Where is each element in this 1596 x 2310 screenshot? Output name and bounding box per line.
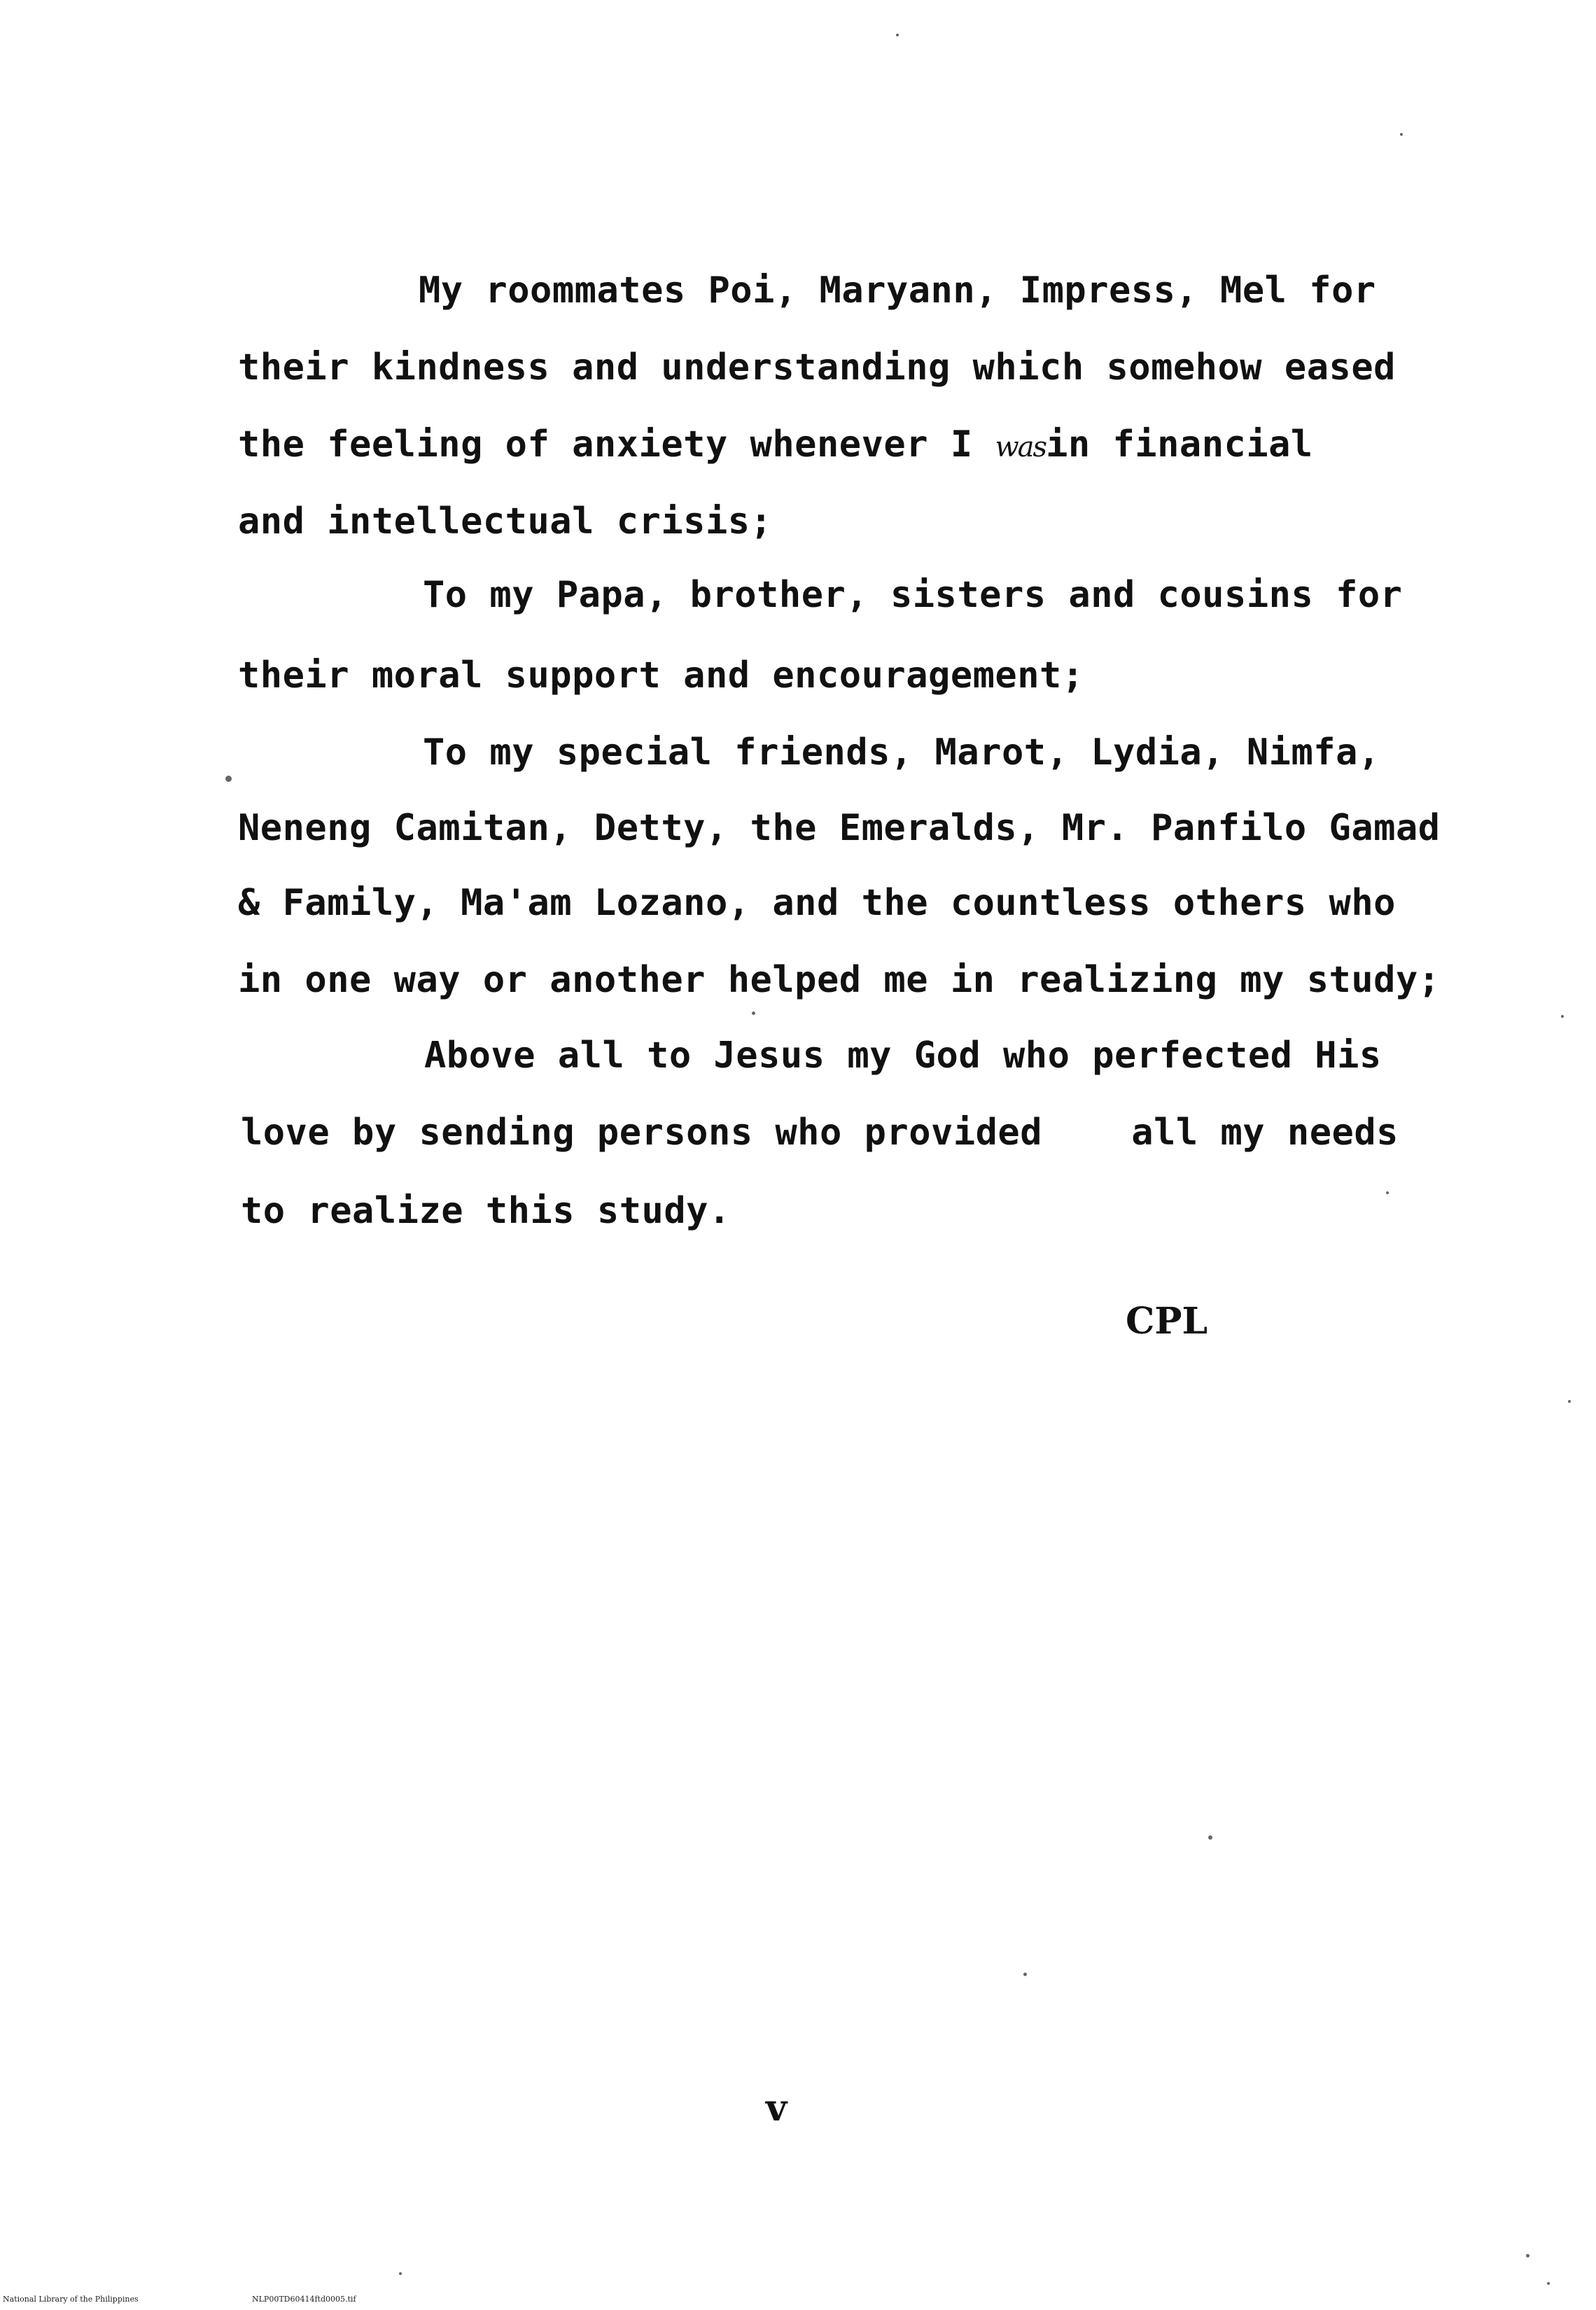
scan-speck bbox=[1561, 1015, 1564, 1018]
paragraph-3-line-2: Neneng Camitan, Detty, the Emeralds, Mr. Panfilo Gamad bbox=[238, 807, 1441, 849]
paragraph-1-line-3 bbox=[238, 424, 1313, 468]
scan-speck bbox=[1386, 1191, 1389, 1194]
scan-speck bbox=[1400, 133, 1403, 136]
library-caption: National Library of the Philippines bbox=[3, 2295, 139, 2304]
signature-initials: CPL bbox=[1126, 1300, 1208, 1343]
paragraph-1-line-2: their kindness and understanding which somehow eased bbox=[238, 346, 1396, 388]
scan-speck bbox=[752, 1011, 755, 1015]
page-number: v bbox=[766, 2087, 788, 2129]
paragraph-4-line-3: to realize this study. bbox=[241, 1190, 731, 1232]
paragraph-3-line-3: & Family, Ma'am Lozano, and the countless others who bbox=[238, 882, 1396, 924]
scan-speck bbox=[1526, 2254, 1530, 2258]
scan-speck bbox=[1208, 1835, 1212, 1840]
paragraph-2-line-1: To my Papa, brother, sisters and cousins for bbox=[423, 574, 1403, 616]
file-caption: NLP00TD60414ftd0005.tif bbox=[252, 2295, 356, 2304]
paragraph-1-line-1: My roommates Poi, Maryann, Impress, Mel for bbox=[419, 270, 1376, 312]
paragraph-3-line-1: To my special friends, Marot, Lydia, Nimfa, bbox=[423, 732, 1380, 774]
paragraph-1-line-4: and intellectual crisis; bbox=[238, 500, 773, 542]
handwritten-insertion: was bbox=[995, 431, 1046, 463]
paragraph-2-line-2: their moral support and encouragement; bbox=[238, 654, 1084, 696]
scan-speck bbox=[225, 776, 232, 782]
line-text-before: the feeling of anxiety whenever I bbox=[238, 424, 995, 465]
scan-speck bbox=[399, 2272, 402, 2275]
paragraph-3-line-4: in one way or another helped me in realizing my study; bbox=[238, 959, 1441, 1001]
scan-speck bbox=[1547, 2282, 1550, 2285]
scan-speck bbox=[1568, 1400, 1571, 1403]
paragraph-4-line-2: love by sending persons who provided all my needs bbox=[241, 1112, 1399, 1154]
scan-speck bbox=[896, 34, 899, 36]
line-text-after: in financial bbox=[1046, 424, 1313, 465]
scan-speck bbox=[1023, 1973, 1027, 1976]
paragraph-4-line-1: Above all to Jesus my God who perfected His bbox=[424, 1035, 1382, 1077]
